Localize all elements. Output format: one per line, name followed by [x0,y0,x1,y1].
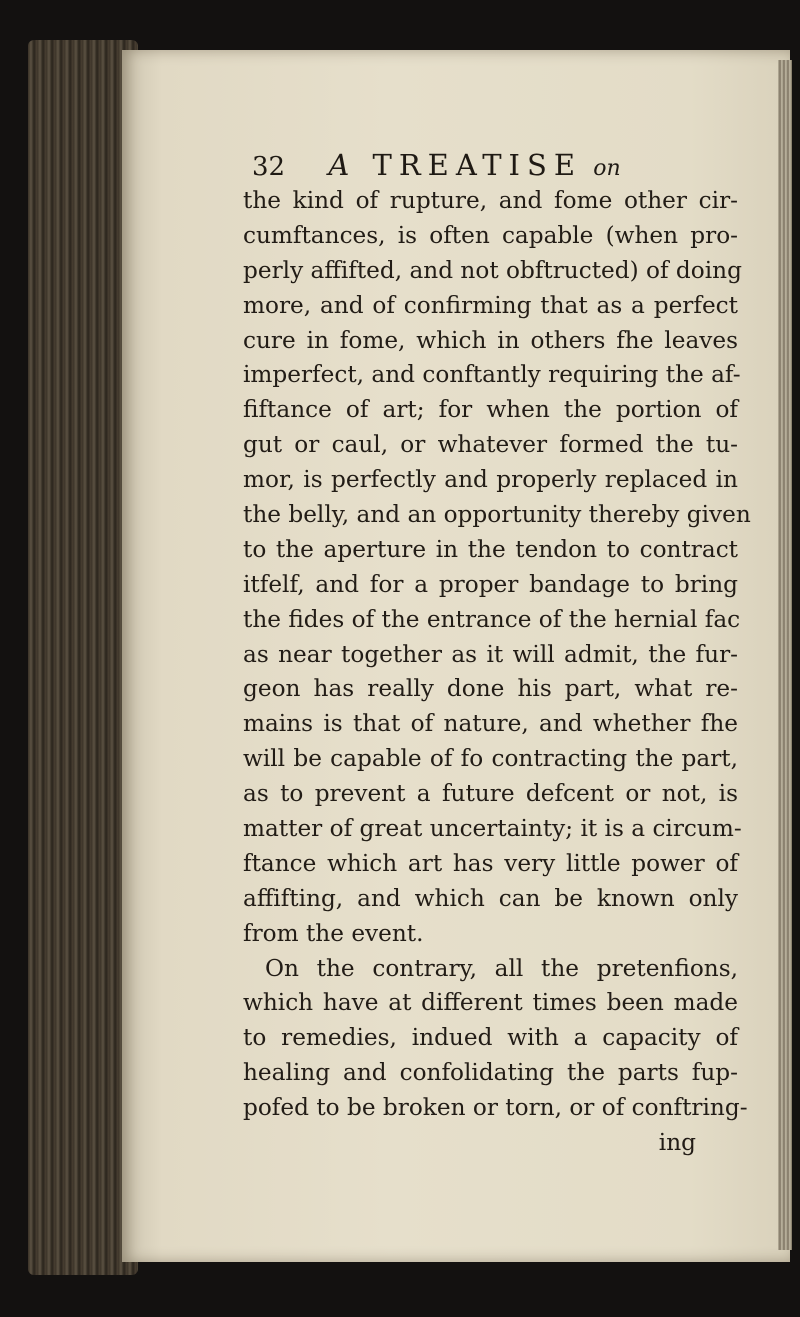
body-text [243,184,751,1161]
text-line: cure in fome, which in others fhe leaves [243,326,738,354]
text-line: perly affifted, and not obftructed) of doing [243,256,742,284]
text-line: imperfect, and conftantly requiring the af- [243,361,741,389]
text-line: affifting, and which can be known only [243,884,738,912]
text-line: to remedies, indued with a capacity of [243,1024,738,1052]
text-line: as to prevent a future defcent or not, is [243,780,738,808]
title-initial: A [328,148,357,182]
running-header [252,148,672,188]
text-line: cumftances, is often capable (when pro- [243,221,738,249]
text-line: pofed to be broken or torn, or of conftring- [243,1094,748,1122]
text-line: which have at different times been made [243,989,738,1017]
text-line: mor, is perfectly and properly replaced in [243,466,738,494]
title-suffix: on [593,156,621,181]
text-line: itfelf, and for a proper bandage to bring [243,570,738,598]
text-line: geon has really done his part, what re- [243,675,738,703]
text-line: On the contrary, all the pretenfions, [265,954,738,982]
text-line: matter of great uncertainty; it is a circum- [243,815,742,843]
running-title [328,148,582,182]
text-line: gut or caul, or whatever formed the tu- [243,431,738,459]
text-line: the kind of rupture, and fome other cir- [243,187,738,214]
page-edges [778,60,792,1250]
text-line: from the event. [243,919,424,947]
text-line: to the aperture in the tendon to contract [243,535,738,563]
text-line: the belly, and an opportunity thereby given [243,501,751,529]
text-line: the fides of the entrance of the hernial fac [243,605,741,633]
page-number: 32 [252,152,286,182]
text-line: as near together as it will admit, the fur- [243,640,738,668]
text-line: will be capable of fo contracting the part, [243,745,738,773]
text-line: fiftance of art; for when the portion of [243,396,738,424]
text-line: more, and of confirming that as a perfect [243,291,738,319]
title-word: TREATISE [372,148,583,182]
text-line: ftance which art has very little power of [243,849,738,877]
catchword: ing [658,1129,696,1157]
text-line: mains is that of nature, and whether fhe [243,710,738,738]
text-line: healing and confolidating the parts fup- [243,1059,738,1087]
